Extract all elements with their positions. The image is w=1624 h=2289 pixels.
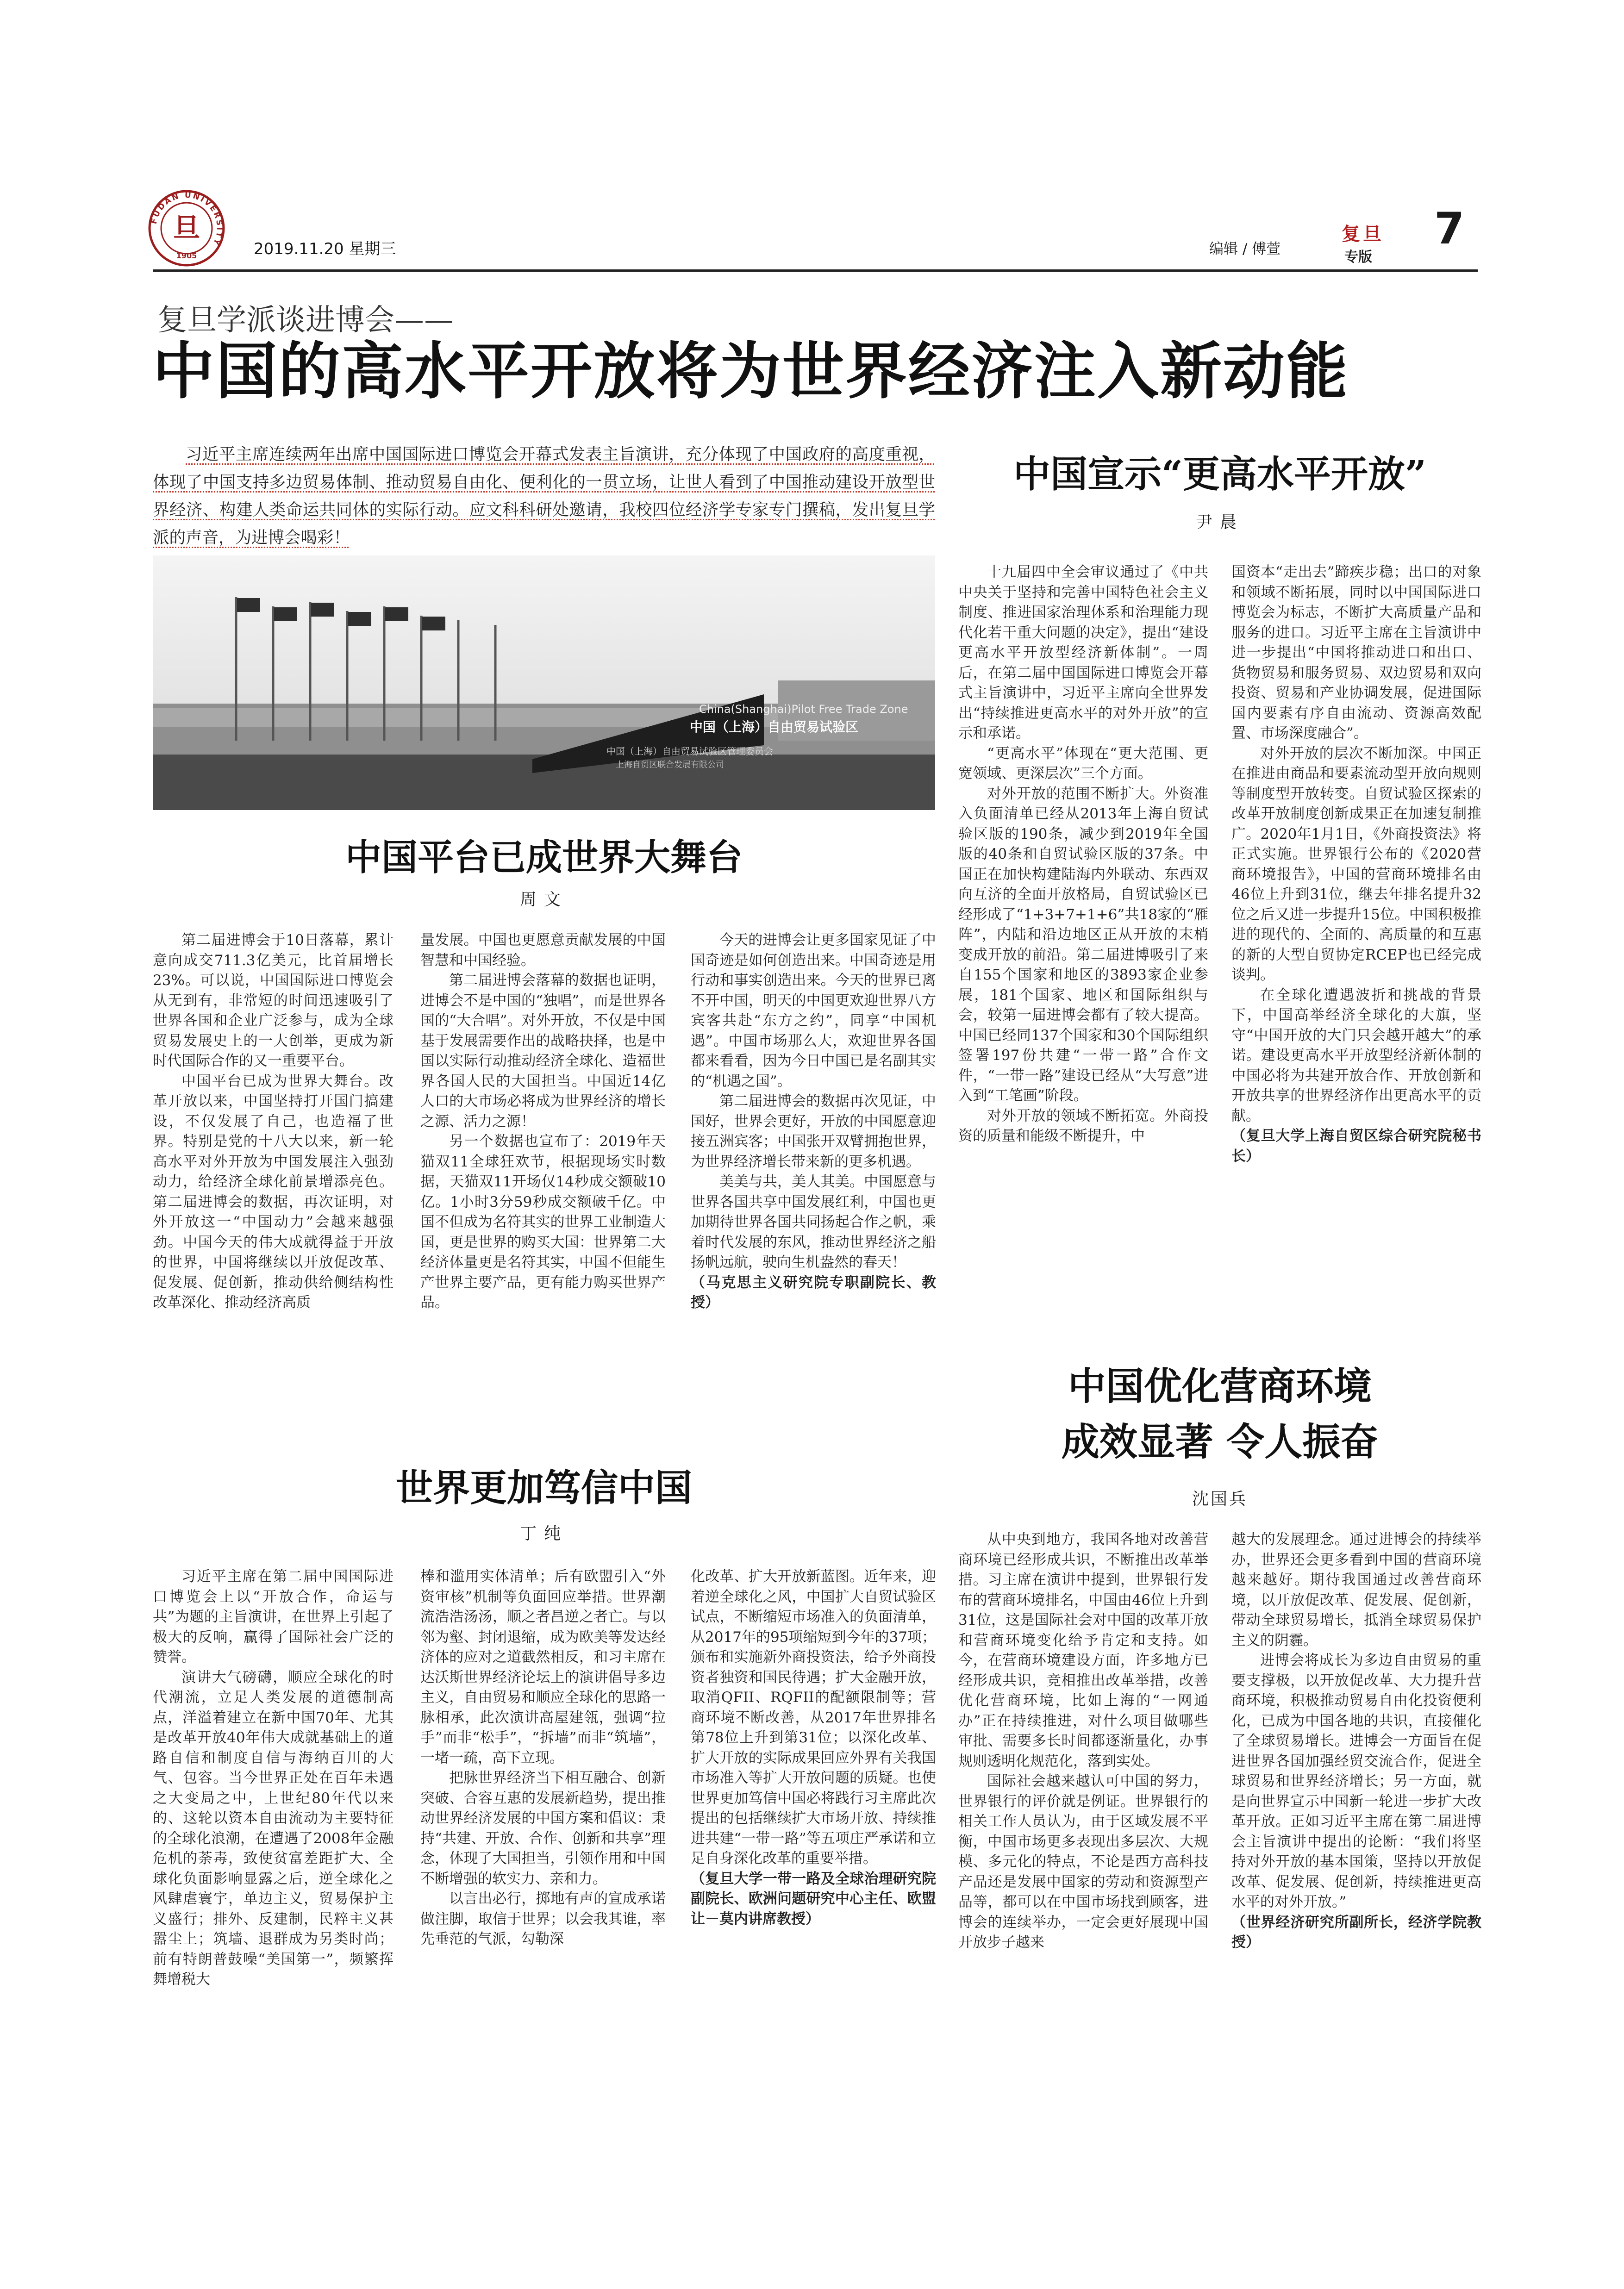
article4-col1 (958, 1530, 1208, 1953)
masthead-section: 专版 (1344, 249, 1372, 265)
article1-col1 (153, 930, 394, 1313)
article4-title-line2: 成效显著 令人振奋 (1061, 1420, 1379, 1464)
paragraph: 演讲大气磅礴，顺应全球化的时代潮流，立足人类发展的道德制高点，洋溢着建立在新中国70年、尤其是改革开放40年伟大成就基础上的道路自信和制度自信与海纳百川的大气、包容。当今世界正处在百年未遇之大变局之中，上世纪80年代以来的、这轮以资本自由流动为主要特征的全球化浪潮，在遭遇了2008年金融危机的荼毒，致使贫富差距扩大、全球化负面影响显露之后，逆全球化之风肆虐寰宇，单边主义，贸易保护主义盛行；排外、反建制，民粹主义甚嚣尘上；筑墙、退群成为另类时尚；前有特朗普鼓噪“美国第一”，频繁挥舞增税大 (153, 1669, 394, 1988)
paragraph: 今天的进博会让更多国家见证了中国奇迹是如何创造出来。中国奇迹是用行动和事实创造出来。今天的世界已离不开中国，明天的中国更欢迎世界八方宾客共赴“东方之约”，同享“中国机遇”。中国市场那么大，欢迎世界各国都来看看，因为今日中国已是名副其实的“机遇之国”。 (691, 932, 936, 1090)
page-number: 7 (1434, 204, 1465, 254)
article2-col2 (1231, 562, 1481, 1166)
article4-title-line1: 中国优化营商环境 (1068, 1364, 1372, 1409)
photo-sign-cn: 中国（上海）自由贸易试验区 (690, 719, 859, 735)
article1-col3 (691, 930, 936, 1313)
logo-year: 1905 (176, 251, 197, 260)
photo-sign-line3: 上海自贸区联合发展有限公司 (616, 760, 724, 770)
article1-title: 中国平台已成世界大舞台 (345, 836, 743, 879)
main-headline: 中国的高水平开放将为世界经济注入新动能 (153, 336, 1349, 407)
article3-col2 (420, 1567, 666, 1950)
paragraph: 化改革、扩大开放新蓝图。近年来，迎着逆全球化之风，中国扩大自贸试验区试点，不断缩短市场准入的负面清单，从2017年的95项缩短到今年的37项；颁布和实施新外商投资法，给予外商投资者独资和国民待遇；扩大金融开放，取消QFII、RQFII的配额限制等；营商环境不断改善，从2017年世界排名第78位上升到第31位；以深化改革、扩大开放的实际成果回应外界有关我国市场准入等扩大开放问题的质疑。也使世界更加笃信中国必将践行习主席此次提出的包括继续扩大市场开放、持续推进共建“一带一路”等五项庄严承诺和立足自身深化改革的重要举措。 (691, 1568, 936, 1867)
paragraph: 对外开放的范围不断扩大。外资准入负面清单已经从2013年上海自贸试验区版的190条，减少到2019年全国版的40条和自贸试验区版的37条。中国正在加快构建陆海内外联动、东西双向互济的全面开放格局，自贸试验区已经形成了“1+3+7+1+6”共18家的“雁阵”，内陆和沿边地区正从开放的末梢变成开放的前沿。第二届进博吸引了来自155个国家和地区的3893家企业参展，181个国家、地区和国际组织与会，较第一届进博会都有了较大提高。中国已经同137个国家和30个国际组织签署197份共建“一带一路”合作文件，“一带一路”建设已经从“大写意”进入到“工笔画”阶段。 (958, 785, 1208, 1104)
paragraph: 在全球化遭遇波折和挑战的背景下，中国高举经济全球化的大旗，坚守“中国开放的大门只会越开越大”的承诺。建设更高水平开放型经济新体制的中国必将为共建开放合作、开放创新和开放共享的世界经济作出更高水平的贡献。 (1231, 986, 1481, 1124)
paragraph: 对外开放的领域不断拓宽。外商投资的质量和能级不断提升，中 (958, 1107, 1208, 1144)
paragraph: 棒和滥用实体清单；后有欧盟引入“外资审核”机制等负面回应举措。世界潮流浩浩汤汤，顺之者昌逆之者亡。与以邻为壑、封闭退缩，成为欧美等发达经济体的应对之道截然相反，和习主席在达沃斯世界经济论坛上的演讲倡导多边主义，自由贸易和顺应全球化的思路一脉相承，此次演讲高屋建瓴，强调“拉手”而非“松手”，“拆墙”而非“筑墙”，一堵一疏，高下立现。 (420, 1568, 666, 1766)
article3-col1 (153, 1567, 394, 1990)
paragraph: 对外开放的层次不断加深。中国正在推进由商品和要素流动型开放向规则等制度型开放转变。自贸试验区探索的改革开放制度创新成果正在加速复制推广。2020年1月1日，《外商投资法》将正式实施。世界银行公布的《2020营商环境报告》，中国的营商环境排名由46位上升到31位，继去年排名提升32位之后又进一步提升15位。中国积极推进的现代的、全面的、高质量的和互惠的新的大型自贸协定RCEP也已经完成谈判。 (1231, 745, 1481, 983)
masthead-logo (147, 189, 226, 268)
photo-free-trade-zone (153, 555, 935, 810)
author-note: （复旦大学上海自贸区综合研究院秘书长） (1231, 1128, 1481, 1165)
paragraph: 国际社会越来越认可中国的努力，世界银行的评价就是例证。世界银行的相关工作人员认为，由于区域发展不平衡，中国市场更多表现出多层次、大规模、多元化的特点，不论是西方高科技产品还是发展中国家的劳动和资源型产品等，都可以在中国市场找到顾客，进博会的连续举办，一定会更好展现中国开放步子越来 (958, 1773, 1208, 1951)
paragraph: 第二届进博会于10日落幕，累计意向成交711.3亿美元，比首届增长23%。可以说，中国国际进口博览会从无到有，非常短的时间迅速吸引了世界各国和企业广泛参与，成为全球贸易发展史上的一大创举，更成为新时代国际合作的又一重要平台。 (153, 932, 394, 1069)
issue-date: 2019.11.20 星期三 (254, 240, 396, 258)
article1-col2 (420, 930, 666, 1313)
article2-title: 中国宣示“更高水平开放” (1013, 452, 1427, 496)
article3-author: 丁纯 (519, 1524, 568, 1543)
paragraph: “更高水平”体现在“更大范围、更宽领域、更深层次”三个方面。 (958, 745, 1208, 782)
masthead-name: 复旦 (1342, 223, 1384, 245)
page-editor: 编辑 / 傅萱 (1209, 241, 1281, 257)
paragraph: 国资本“走出去”蹄疾步稳；出口的对象和领域不断拓展，同时以中国国际进口博览会为标志，不断扩大高质量产品和服务的进口。习近平主席在主旨演讲中进一步提出“中国将推动进口和出口、货物贸易和服务贸易、双边贸易和双向投资、贸易和产业协调发展，促进国际国内要素有序自由流动、资源高效配置、市场深度融合”。 (1231, 564, 1481, 742)
paragraph: 十九届四中全会审议通过了《中共中央关于坚持和完善中国特色社会主义制度、推进国家治理体系和治理能力现代化若干重大问题的决定》，提出“建设更高水平开放型经济新体制”。一周后，在第二届中国国际进口博览会开幕式主旨演讲中，习近平主席向全世界发出“持续推进更高水平的对外开放”的宣示和承诺。 (958, 564, 1208, 742)
article3-col3 (691, 1567, 936, 1929)
article2-col1 (958, 562, 1208, 1147)
intro-text: 习近平主席连续两年出席中国国际进口博览会开幕式发表主旨演讲，充分体现了中国政府的高度重视，体现了中国支持多边贸易体制、推动贸易自由化、便利化的一贯立场，让世人看到了中国推动建设开放型世界经济、构建人类命运共同体的实际行动。应文科科研处邀请，我校四位经济学专家专门撰稿，发出复旦学派的声音，为进博会喝彩！ (153, 445, 935, 547)
paragraph: 越大的发展理念。通过进博会的持续举办，世界还会更多看到中国的营商环境越来越好。期待我国通过改善营商环境，以开放促改革、促发展、促创新，带动全球贸易增长，抵消全球贸易保护主义的阴霾。 (1231, 1531, 1481, 1649)
paragraph: 第二届进博会的数据再次见证，中国好，世界会更好，开放的中国愿意迎接五洲宾客；中国张开双臂拥抱世界，为世界经济增长带来新的更多机遇。 (691, 1093, 936, 1170)
headline-kicker: 复旦学派谈进博会—— (157, 303, 454, 337)
paragraph: 第二届进博会落幕的数据也证明，进博会不是中国的“独唱”，而是世界各国的“大合唱”。对外开放，不仅是中国基于发展需要作出的战略抉择，也是中国以实际行动推动经济全球化、造福世界各国人民的大国担当。中国近14亿人口的大市场必将成为世界经济的增长之源、活力之源！ (420, 972, 666, 1130)
photo-sign-en: China(Shanghai)Pilot Free Trade Zone (699, 703, 908, 716)
author-note: （马克思主义研究院专职副院长、教授） (691, 1274, 936, 1311)
logo-glyph: 旦 (173, 212, 200, 243)
article1-author: 周文 (519, 890, 568, 909)
article3-title: 世界更加笃信中国 (396, 1466, 692, 1509)
paragraph: 中国平台已成为世界大舞台。改革开放以来，中国坚持打开国门搞建设，不仅发展了自己，也造福了世界。特别是党的十八大以来，新一轮高水平对外开放为中国发展注入强劲动力，给经济全球化前景增添亮色。第二届进博会的数据，再次证明，对外开放这一“中国动力”会越来越强劲。中国今天的伟大成就得益于开放的世界，中国将继续以开放促改革、促发展、促创新，推动供给侧结构性改革深化、推动经济高质 (153, 1073, 394, 1311)
paragraph: 习近平主席在第二届中国国际进口博览会上以“开放合作，命运与共”为题的主旨演讲，在世界上引起了极大的反响，赢得了国际社会广泛的赞誉。 (153, 1568, 394, 1665)
paragraph: 美美与共，美人其美。中国愿意与世界各国共享中国发展红利，中国也更加期待世界各国共同扬起合作之帆，乘着时代发展的东风，推动世界经济之船扬帆远航，驶向生机盎然的春天！ (691, 1173, 936, 1271)
logo-ring-text: FUDAN UNIVERSITY (149, 190, 225, 248)
article2-author: 尹晨 (1195, 513, 1244, 532)
paragraph: 以言出必行，掷地有声的宣成承诺做注脚，取信于世界；以会我其谁，率先垂范的气派，勾勒深 (420, 1890, 666, 1947)
header-rule (153, 269, 1478, 272)
paragraph: 从中央到地方，我国各地对改善营商环境已经形成共识，不断推出改革举措。习主席在演讲中提到，世界银行发布的营商环境排名，中国由46位上升到31位，这是国际社会对中国的改革开放和营商环境变化给予肯定和支持。如今，在营商环境建设方面，许多地方已经形成共识，竞相推出改革举措，改善优化营商环境，比如上海的“一网通办”正在持续推进，对什么项目做哪些审批、需要多长时间都逐渐量化，办事规则透明化规范化，落到实处。 (958, 1531, 1208, 1770)
paragraph: 另一个数据也宣布了：2019年天猫双11全球狂欢节，根据现场实时数据，天猫双11开场仅14秒成交额破10亿。1小时3分59秒成交额破千亿。中国不但成为名符其实的世界工业制造大国，更是世界的购买大国：世界第二大经济体量更是名符其实，中国不但能生产世界主要产品，更有能力购买世界产品。 (420, 1133, 666, 1311)
intro-block (153, 441, 935, 552)
article4-author: 沈国兵 (1192, 1490, 1248, 1509)
paragraph: 把脉世界经济当下相互融合、创新突破、合容互惠的发展新趋势，提出推动世界经济发展的中国方案和倡议：秉持“共建、开放、合作、创新和共享”理念，体现了大国担当，引领作用和中国不断增强的软实力、亲和力。 (420, 1770, 666, 1887)
article4-col2 (1231, 1530, 1481, 1953)
author-note: （世界经济研究所副所长，经济学院教授） (1231, 1914, 1481, 1951)
paragraph: 量发展。中国也更愿意贡献发展的中国智慧和中国经验。 (420, 932, 666, 969)
photo-sign-line2: 中国（上海）自由贸易试验区管理委员会 (606, 746, 773, 757)
paragraph: 进博会将成长为多边自由贸易的重要支撑极，以开放促改革、大力提升营商环境，积极推动贸易自由化投资便利化，已成为中国各地的共识，直接催化了全球贸易增长。进博会一方面旨在促进世界各国加强经贸交流合作，促进全球贸易和世界经济增长；另一方面，就是向世界宣示中国新一轮进一步扩大改革开放。正如习近平主席在第二届进博会主旨演讲中提出的论断：“我们将坚持对外开放的基本国策，坚持以开放促改革、促发展、促创新，持续推进更高水平的对外开放。” (1231, 1652, 1481, 1910)
author-note: （复旦大学一带一路及全球治理研究院副院长、欧洲问题研究中心主任、欧盟让－莫内讲席教授） (691, 1870, 936, 1927)
